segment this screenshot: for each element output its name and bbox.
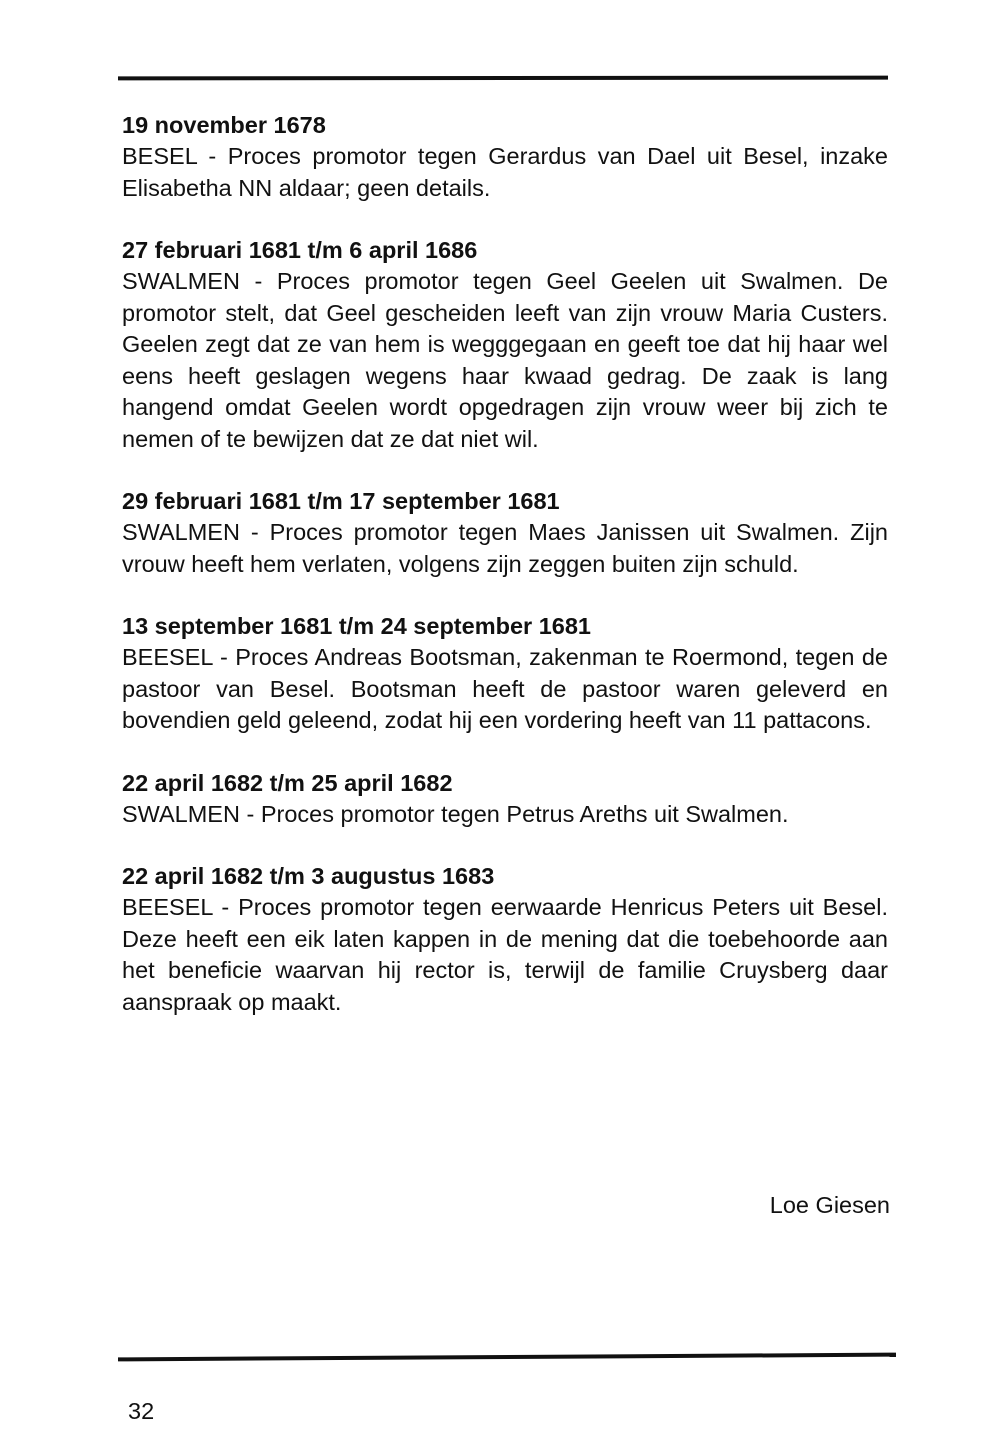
entry <box>122 861 888 1018</box>
entry-date: 29 februari 1681 t/m 17 september 1681 <box>122 488 560 514</box>
entry <box>122 768 888 831</box>
top-rule <box>118 76 888 81</box>
entry-text: SWALMEN - Proces promotor tegen Geel Geelen uit Swalmen. De promotor stelt, dat Geel gescheiden leeft van zijn vrouw Maria Custers. Geelen zegt dat ze van hem is wegggegaan en geeft toe dat hij haar wel eens heeft geslagen wegens haar kwaad gedrag. De zaak is lang hangend omdat Geelen wordt opgedragen zijn vrouw weer bij zich te nemen of te bewijzen dat ze dat niet wil. <box>122 268 888 452</box>
entry-date: 22 april 1682 t/m 3 augustus 1683 <box>122 863 495 889</box>
entry-text: BESEL - Proces promotor tegen Gerardus van Dael uit Besel, inzake Elisabetha NN aldaar; geen details. <box>122 143 888 201</box>
entry-date: 22 april 1682 t/m 25 april 1682 <box>122 769 453 796</box>
entry <box>122 235 888 455</box>
entry-text: SWALMEN - Proces promotor tegen Petrus Areths uit Swalmen. <box>122 800 789 827</box>
entry-text: SWALMEN - Proces promotor tegen Maes Janissen uit Swalmen. Zijn vrouw heeft hem verlaten, volgens zijn zeggen buiten zijn schuld. <box>122 519 888 577</box>
author-signature: Loe Giesen <box>769 1192 890 1218</box>
entry <box>122 486 888 580</box>
entry-date: 27 februari 1681 t/m 6 april 1686 <box>122 237 478 263</box>
entry-text: BEESEL - Proces promotor tegen eerwaarde Henricus Peters uit Besel. Deze heeft een eik laten kappen in de mening dat die toebehoorde aan het beneficie waarvan hij rector is, terwijl de familie Cruysberg daar aanspraak op maakt. <box>122 894 888 1015</box>
entry-date: 13 september 1681 t/m 24 september 1681 <box>122 613 591 639</box>
entry-date: 19 november 1678 <box>122 112 326 138</box>
page-number: 32 <box>128 1398 155 1424</box>
entry-text: BEESEL - Proces Andreas Bootsman, zakenman te Roermond, tegen de pastoor van Besel. Bootsman heeft de pastoor waren geleverd en bovendien geld geleend, zodat hij een vordering heeft van 11 pattacons. <box>122 644 888 733</box>
document-body <box>122 110 888 1049</box>
entry <box>122 611 888 737</box>
entry <box>122 110 888 204</box>
bottom-rule <box>118 1353 896 1362</box>
